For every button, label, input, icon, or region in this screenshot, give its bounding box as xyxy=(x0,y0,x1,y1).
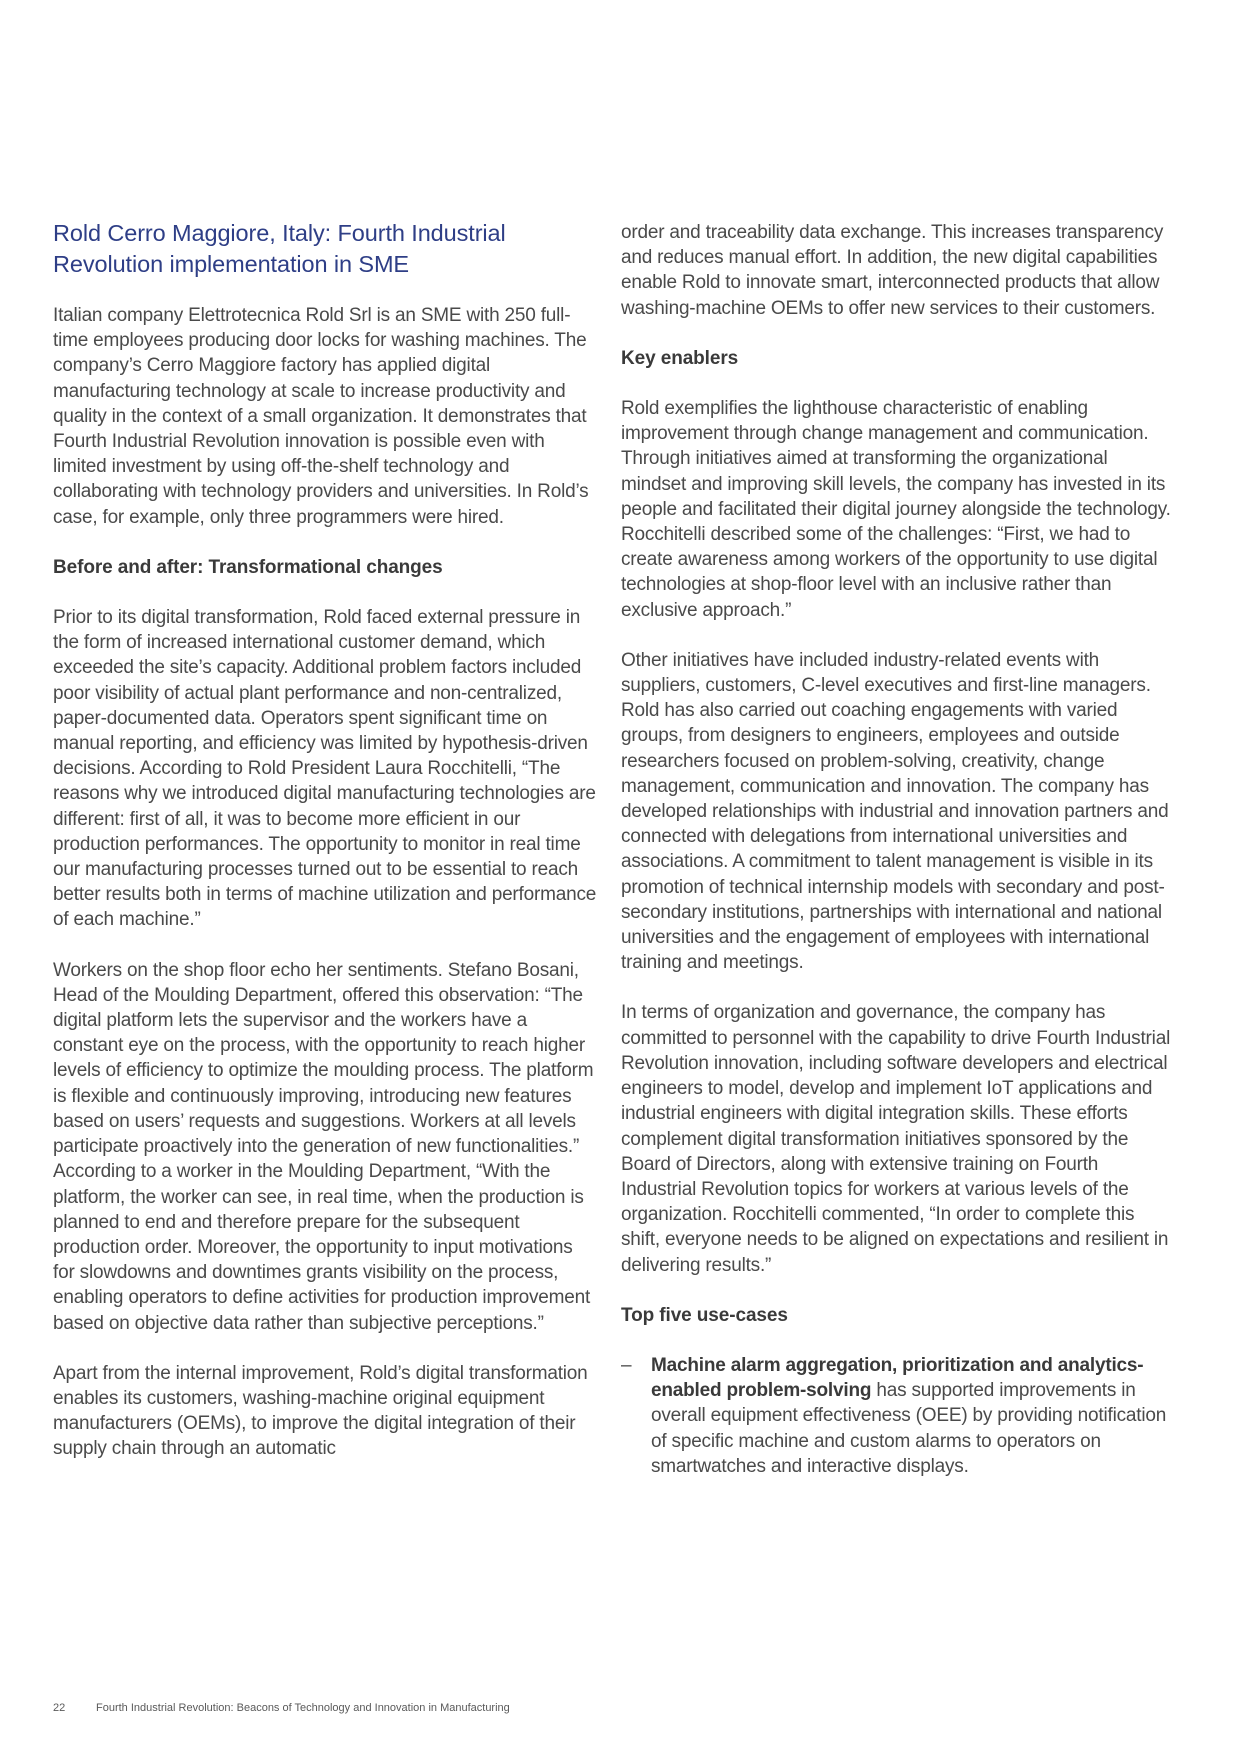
paragraph-traceability: order and traceability data exchange. This increases transparency and reduces manual effort. In addition, the new digital capabilities enable Rold to innovate smart, interconnected products that allow washing-machine OEMs to offer new services to their customers. xyxy=(621,222,1164,319)
intro-paragraph: Italian company Elettrotecnica Rold Srl is an SME with 250 full-time employees producing door locks for washing machines. The company’s Cerro Maggiore factory has applied digital manufacturing technology at scale to increase productivity and quality in the context of a small organization. It demonstrates that Fourth Industrial Revolution innovation is possible even with limited investment by using off-the-shelf technology and collaborating with technology providers and universities. In Rold’s case, for example, only three programmers were hired. xyxy=(53,305,589,528)
bullet-dash: – xyxy=(621,1354,632,1376)
section-heading-use-cases: Top five use-cases xyxy=(621,1304,788,1326)
paragraph-customers: Apart from the internal improvement, Rold’s digital transformation enables its customers, washing-machine original equipment manufacturers (OEMs), to improve the digital integration of their supply chain through an automatic xyxy=(53,1362,588,1460)
use-case-list-item xyxy=(621,1353,1173,1479)
paragraph-lighthouse: Rold exemplifies the lighthouse characteristic of enabling improvement through change management and communication. Through initiatives aimed at transforming the organizational mindset and improving skill levels, the company has invested in its people and facilitated their digital journey alongside the technology. Rocchitelli described some of the challenges: “First, we had to create awareness among workers of the opportunity to use digital technologies at shop-floor level with an inclusive rather than exclusive approach.” xyxy=(621,398,1171,621)
paragraph-before-after: Prior to its digital transformation, Rold faced external pressure in the form of increased international customer demand, which exceeded the site’s capacity. Additional problem factors included poor visibility of actual plant performance and non-centralized, paper-documented data. Operators spent significant time on manual reporting, and efficiency was limited by hypothesis-driven decisions. According to Rold President Laura Rocchitelli, “The reasons why we introduced digital manufacturing technologies are different: first of all, it was to become more efficient in our production performances. The opportunity to monitor in real time our manufacturing processes turned out to be essential to reach better results both in terms of machine utilization and performance of each machine.” xyxy=(53,607,597,931)
use-case-title: Machine alarm aggregation, prioritization and analytics-enabled problem-solving xyxy=(651,1354,1144,1402)
section-heading-key-enablers: Key enablers xyxy=(621,347,739,369)
use-case-text xyxy=(651,1353,1173,1479)
paragraph-initiatives: Other initiatives have included industry-related events with suppliers, customers, C-level executives and first-line managers. Rold has also carried out coaching engagements with varied groups, from designers to engineers, employees and outside researchers focused on problem-solving, creativity, change management, communication and innovation. The company has developed relationships with industrial and innovation partners and connected with delegations from international universities and associations. A commitment to talent management is visible in its promotion of technical internship models with secondary and post-secondary institutions, partnerships with international and national universities and the engagement of employees with international training and meetings. xyxy=(621,649,1169,974)
use-case-description: has supported improvements in overall equipment effectiveness (OEE) by providing notification of specific machine and custom alarms to operators on smartwatches and interactive displays. xyxy=(651,1380,1167,1477)
section-heading-before-after: Before and after: Transformational changes xyxy=(53,556,443,578)
right-column xyxy=(621,220,1173,1479)
paragraph-governance: In terms of organization and governance, the company has committed to personnel with the capability to drive Fourth Industrial Revolution innovation, including software developers and electrical engineers to model, develop and implement IoT applications and industrial engineers with digital integration skills. These efforts complement digital transformation initiatives sponsored by the Board of Directors, along with extensive training on Fourth Industrial Revolution topics for workers at various levels of the organization. Rocchitelli commented, “In order to complete this shift, everyone needs to be aligned on expectations and resilient in delivering results.” xyxy=(621,1002,1171,1276)
footer-publication-title: Fourth Industrial Revolution: Beacons of Technology and Innovation in Manufacturing xyxy=(96,1702,510,1714)
page-footer xyxy=(53,1702,510,1714)
left-column xyxy=(53,218,599,1462)
page-title: Rold Cerro Maggiore, Italy: Fourth Industrial Revolution implementation in SME xyxy=(53,220,506,277)
page-number: 22 xyxy=(53,1702,66,1714)
paragraph-workers: Workers on the shop floor echo her sentiments. Stefano Bosani, Head of the Moulding Department, offered this observation: “The digital platform lets the supervisor and the workers have a constant eye on the process, with the opportunity to reach higher levels of efficiency to optimize the moulding process. The platform is flexible and continuously improving, introducing new features based on users’ requests and suggestions. Workers at all levels participate proactively into the generation of new functionalities.” According to a worker in the Moulding Department, “With the platform, the worker can see, in real time, when the production is planned to end and therefore prepare for the subsequent production order. Moreover, the opportunity to input motivations for slowdowns and downtimes grants visibility on the process, enabling operators to define activities for production improvement based on objective data rather than subjective perceptions.” xyxy=(53,959,594,1334)
